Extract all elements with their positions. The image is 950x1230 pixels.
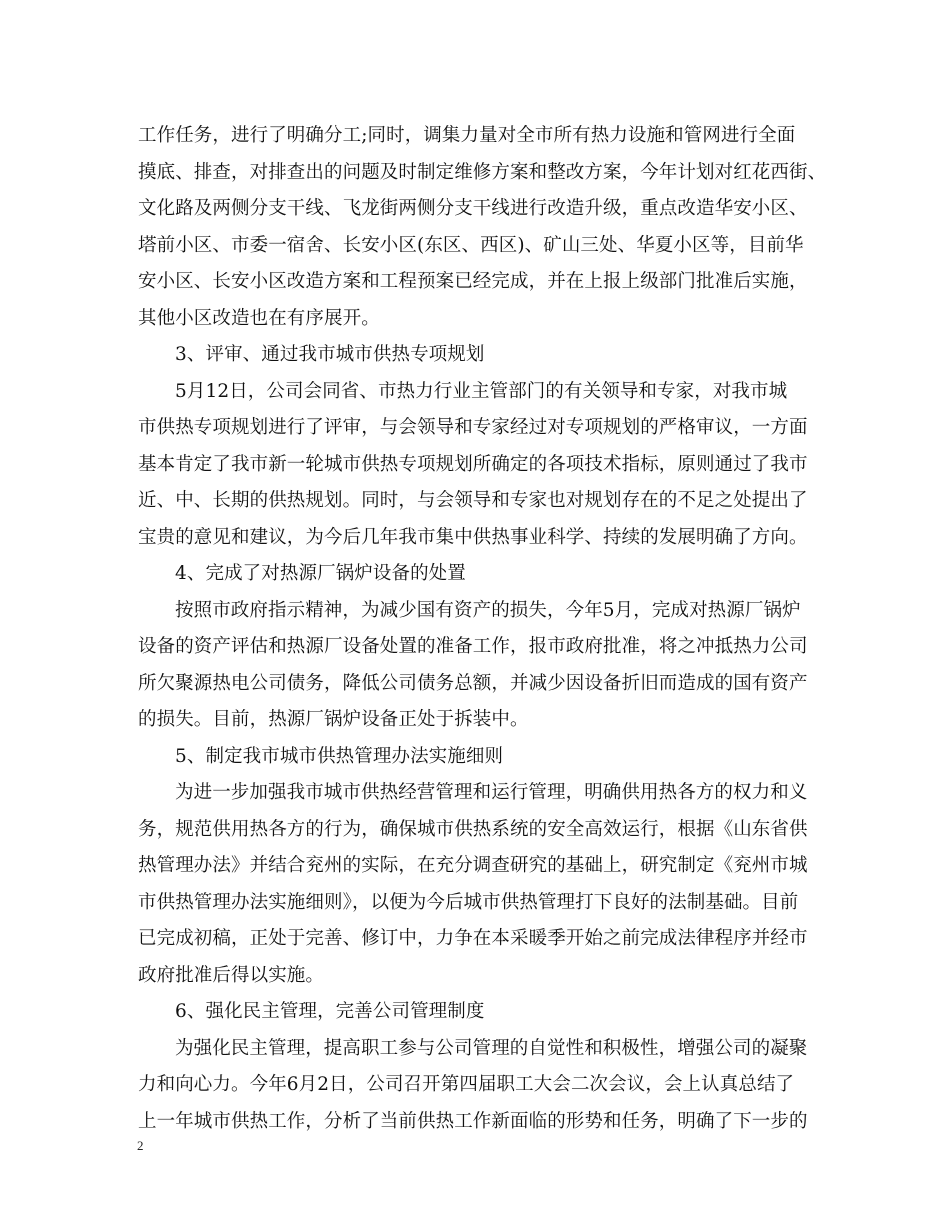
text-line: 4、完成了对热源厂锅炉设备的处置 — [175, 563, 466, 584]
text-line: 为强化民主管理，提高职工参与公司管理的自觉性和积极性，增强公司的凝聚 — [175, 1037, 808, 1059]
text-line: 政府批准后得以实施。 — [138, 964, 325, 986]
text-line: 市供热专项规划进行了评审，与会领导和专家经过对专项规划的严格审议，一方面 — [138, 417, 808, 438]
text-line: 其他小区改造也在有序展开。 — [138, 307, 380, 329]
text-line: 设备的资产评估和热源厂设备处置的准备工作，报市政府批准，将之冲抵热力公司 — [138, 636, 808, 657]
text-line: 宝贵的意见和建议，为今后几年我市集中供热事业科学、持续的发展明确了方向。 — [138, 526, 808, 548]
text-line: 摸底、排查，对排查出的问题及时制定维修方案和整改方案，今年计划对红花西街、 — [138, 161, 827, 183]
text-line: 市供热管理办法实施细则》，以便为今后城市供热管理打下良好的法制基础。目前 — [138, 891, 799, 913]
page-number: 2 — [137, 1138, 144, 1153]
text-line: 6、强化民主管理，完善公司管理制度 — [175, 1001, 485, 1022]
text-line: 近、中、长期的供热规划。同时，与会领导和专家也对规划存在的不足之处提出了 — [138, 490, 808, 511]
text-line: 上一年城市供热工作，分析了当前供热工作新面临的形势和任务，明确了下一步的 — [138, 1110, 808, 1132]
text-line: 热管理办法》并结合兖州的实际，在充分调查研究的基础上，研究制定《兖州市城 — [138, 855, 808, 876]
text-line: 按照市政府指示精神，为减少国有资产的损失，今年5月，完成对热源厂锅炉 — [175, 599, 801, 621]
text-line: 安小区、长安小区改造方案和工程预案已经完成，并在上报上级部门批准后实施， — [138, 271, 808, 292]
text-line: 的损失。目前，热源厂锅炉设备正处于拆装中。 — [138, 709, 529, 730]
text-line: 务，规范供用热各方的行为，确保城市供热系统的安全高效运行，根据《山东省供 — [138, 818, 808, 840]
text-line: 为进一步加强我市城市供热经营管理和运行管理，明确供用热各方的权力和义 — [175, 782, 808, 803]
document-body — [138, 118, 828, 1140]
text-line: 5月12日，公司会同省、市热力行业主管部门的有关领导和专家，对我市城 — [175, 380, 788, 402]
text-line: 已完成初稿，正处于完善、修订中，力争在本采暖季开始之前完成法律程序并经市 — [138, 928, 808, 949]
text-line: 基本肯定了我市新一轮城市供热专项规划所确定的各项技术指标，原则通过了我市 — [138, 453, 808, 475]
text-line: 5、制定我市城市供热管理办法实施细则 — [175, 745, 504, 767]
text-line: 所欠聚源热电公司债务，降低公司债务总额，并减少因设备折旧而造成的国有资产 — [138, 672, 808, 694]
text-line: 塔前小区、市委一宿舍、长安小区(东区、西区)、矿山三处、华夏小区等，目前华 — [138, 234, 804, 256]
text-line: 工作任务，进行了明确分工;同时，调集力量对全市所有热力设施和管网进行全面 — [138, 125, 796, 146]
text-line: 力和向心力。今年6月2日，公司召开第四届职工大会二次会议，会上认真总结了 — [138, 1074, 795, 1095]
text-line: 3、评审、通过我市城市供热专项规划 — [175, 344, 485, 365]
text-line: 文化路及两侧分支干线、飞龙街两侧分支干线进行改造升级，重点改造华安小区、 — [138, 198, 808, 219]
